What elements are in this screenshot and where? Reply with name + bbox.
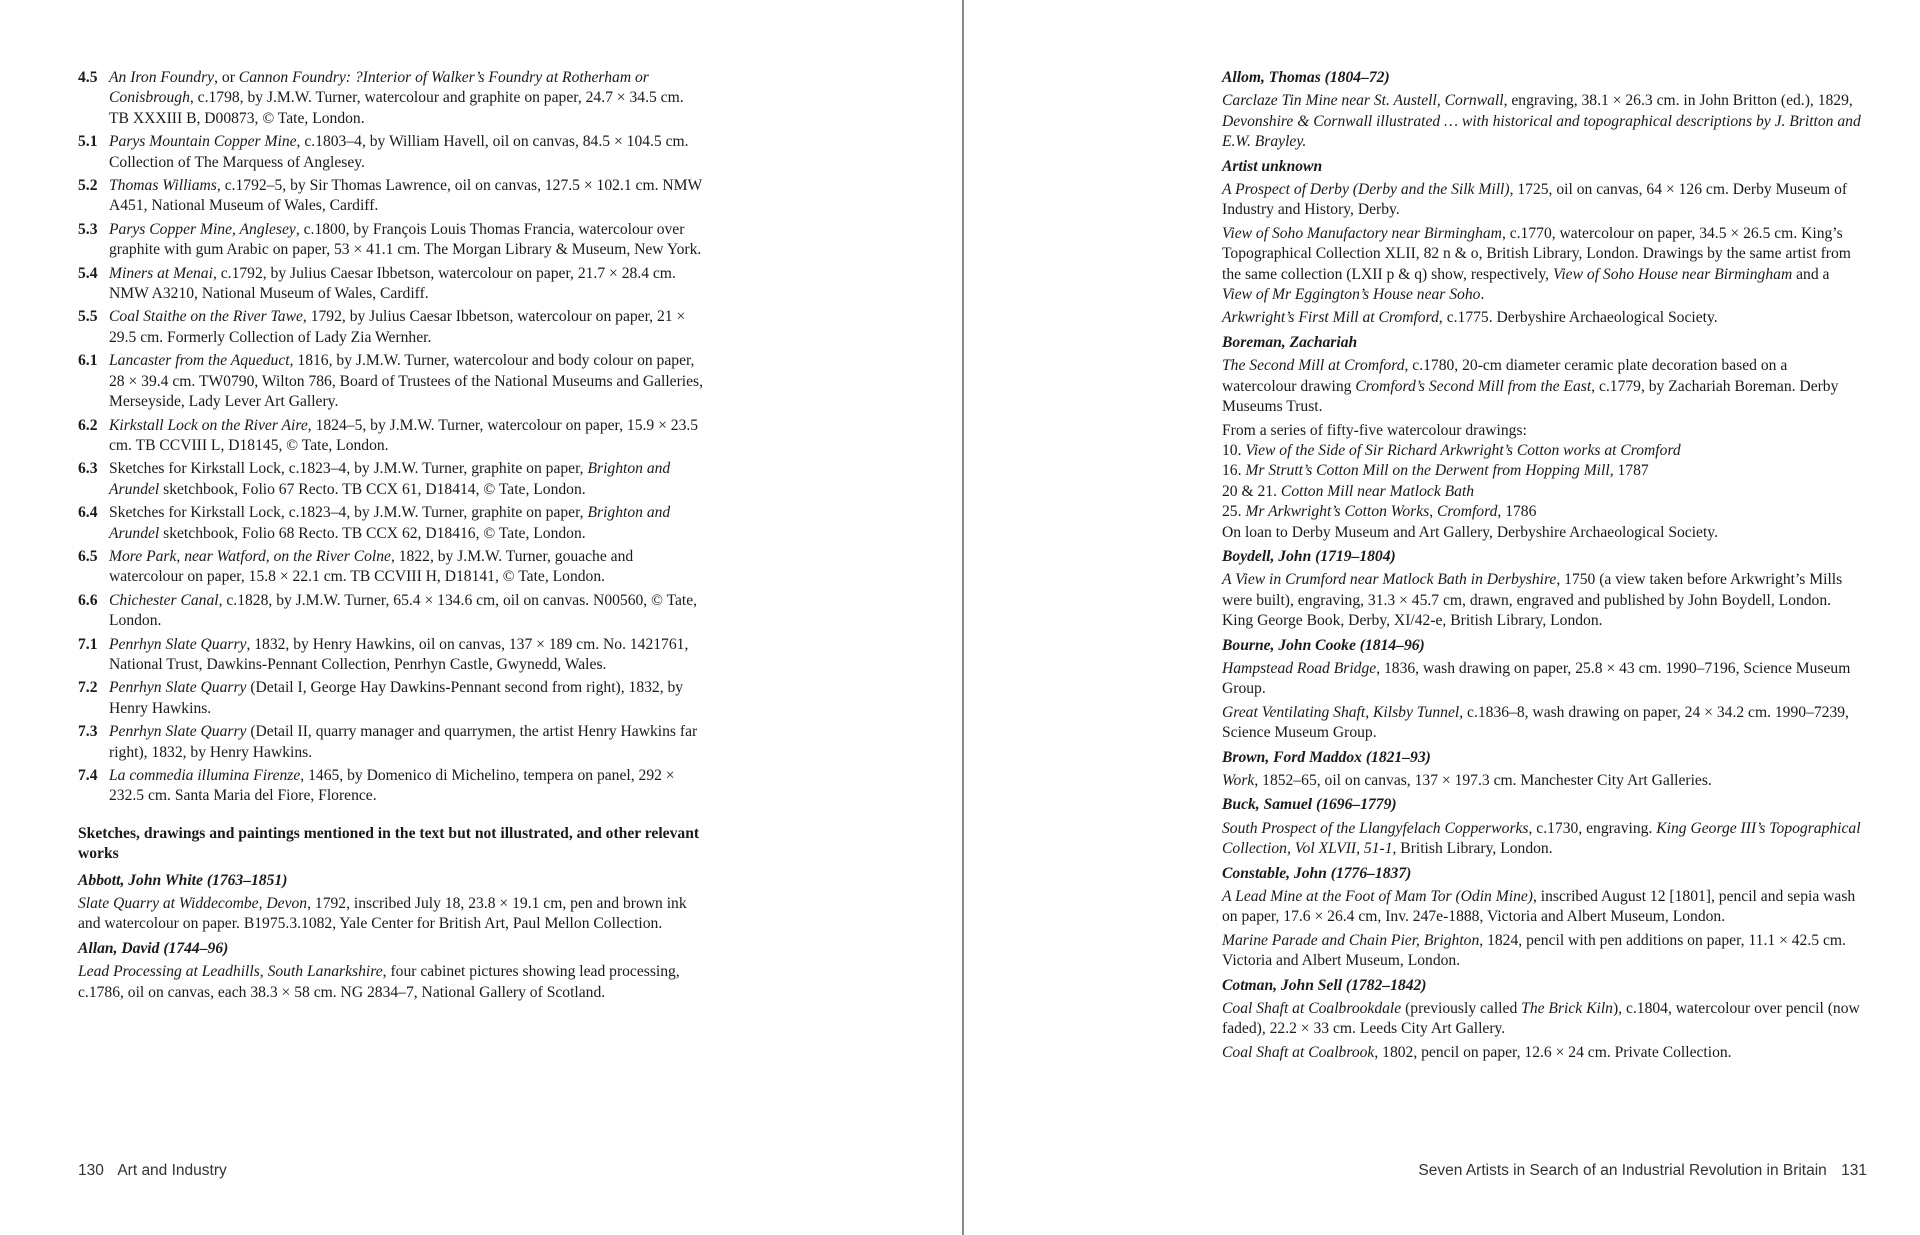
work-details: , British Library, London. bbox=[1392, 840, 1553, 858]
figure-details: , 1832, by Henry Hawkins, oil on canvas, 137 × 189 cm. No. 1421761, National Trust, Dawkins-Pennant Collection, Penrhyn Castle, Gwynedd, Wales. bbox=[109, 635, 689, 673]
work-entry bbox=[1222, 570, 1862, 631]
work-title: The Second Mill at Cromford bbox=[1222, 357, 1405, 375]
work-details: , c.1775. Derbyshire Archaeological Society. bbox=[1438, 309, 1718, 327]
figure-number: 5.2 bbox=[78, 177, 98, 195]
figure-details: , c.1798, by J.M.W. Turner, watercolour and graphite on paper, 24.7 × 34.5 cm. TB XXXIII B, D00873, © Tate, London. bbox=[109, 89, 684, 127]
work-title: Arkwright’s First Mill at Cromford bbox=[1222, 309, 1439, 327]
figure-title: Brighton and Arundel bbox=[109, 460, 671, 498]
figure-details: sketchbook, Folio 68 Recto. TB CCX 62, D18416, © Tate, London. bbox=[159, 524, 586, 542]
artist-name: Bourne, John Cooke (1814–96) bbox=[1222, 636, 1425, 654]
artist-entry bbox=[1222, 547, 1862, 632]
artist-entry bbox=[1222, 333, 1862, 543]
figure-title: Kirkstall Lock on the River Aire bbox=[109, 416, 308, 434]
figure-title: Chichester Canal bbox=[109, 591, 219, 609]
series-item bbox=[1222, 482, 1862, 502]
section-heading: Sketches, drawings and paintings mentioned in the text but not illustrated, and other relevant works bbox=[78, 824, 700, 863]
figure-caption bbox=[78, 635, 704, 676]
artist-entry bbox=[1222, 68, 1862, 153]
work-details: , 1787 bbox=[1609, 462, 1649, 480]
figure-details: (Detail I, George Hay Dawkins-Pennant second from right), 1832, by Henry Hawkins. bbox=[109, 679, 684, 717]
work-title: Mr Strutt’s Cotton Mill on the Derwent from Hopping Mill bbox=[1245, 462, 1610, 480]
figure-details: sketchbook, Folio 67 Recto. TB CCX 61, D18414, © Tate, London. bbox=[159, 480, 586, 498]
series-item bbox=[1222, 441, 1862, 461]
figure-title: Penrhyn Slate Quarry bbox=[109, 723, 247, 741]
artist-name: Boydell, John (1719–1804) bbox=[1222, 547, 1396, 565]
work-title: View of Mr Eggington’s House near Soho bbox=[1222, 286, 1481, 304]
work-details: , four cabinet pictures showing lead processing, c.1786, oil on canvas, each 38.3 × 58 cm. NG 2834–7, National Gallery of Scotland. bbox=[78, 963, 680, 1001]
work-title: A View in Crumford near Matlock Bath in Derbyshire bbox=[1222, 571, 1557, 589]
work-entry bbox=[1222, 91, 1862, 152]
figure-title: Brighton and Arundel bbox=[109, 504, 671, 542]
left-footer bbox=[78, 1162, 227, 1180]
figure-number: 6.1 bbox=[78, 352, 98, 370]
series-number: 25. bbox=[1222, 503, 1246, 521]
figure-caption bbox=[78, 766, 704, 807]
figure-number: 6.5 bbox=[78, 547, 98, 565]
figure-number: 5.4 bbox=[78, 264, 98, 282]
artist-entry bbox=[1222, 748, 1862, 792]
figure-caption bbox=[78, 722, 704, 763]
figure-title: Thomas Williams bbox=[109, 177, 217, 195]
series-number: 16. bbox=[1222, 462, 1246, 480]
series-item bbox=[1222, 502, 1862, 522]
artist-name: Artist unknown bbox=[1222, 157, 1323, 175]
artist-name: Cotman, John Sell (1782–1842) bbox=[1222, 976, 1427, 994]
work-entry bbox=[1222, 887, 1862, 928]
figure-title: Lancaster from the Aqueduct bbox=[109, 352, 290, 370]
figure-caption bbox=[78, 351, 704, 412]
left-column bbox=[78, 68, 704, 1007]
loan-note: On loan to Derby Museum and Art Gallery, Derbyshire Archaeological Society. bbox=[1222, 523, 1718, 541]
figure-title: Coal Staithe on the River Tawe bbox=[109, 308, 303, 326]
work-title: View of Soho House near Birmingham bbox=[1552, 265, 1793, 283]
figure-number: 6.4 bbox=[78, 504, 98, 522]
work-details: , c.1779, by Zachariah Boreman. Derby Museums Trust. bbox=[1222, 377, 1839, 416]
figure-title: Parys Mountain Copper Mine bbox=[109, 133, 297, 151]
figure-details: , 1816, by J.M.W. Turner, watercolour and body colour on paper, 28 × 39.4 cm. TW0790, Wilton 786, Board of Trustees of the National Museums and Galleries, Merseyside, Lady Lever Art Gallery. bbox=[109, 352, 704, 411]
figure-details: , c.1792–5, by Sir Thomas Lawrence, oil on canvas, 127.5 × 102.1 cm. NMW A451, National Museum of Wales, Cardiff. bbox=[109, 177, 702, 215]
work-title: Cotton Mill near Matlock Bath bbox=[1280, 482, 1475, 500]
work-entry bbox=[1222, 931, 1862, 972]
figure-number: 4.5 bbox=[78, 69, 98, 86]
figure-details: , c.1800, by François Louis Thomas Francia, watercolour over graphite with gum Arabic on paper, 53 × 41.1 cm. The Morgan Library & Museum, New York. bbox=[109, 220, 702, 259]
work-details: , 1725, oil on canvas, 64 × 126 cm. Derby Museum of Industry and History, Derby. bbox=[1222, 181, 1848, 219]
work-details: , 1786 bbox=[1497, 503, 1537, 521]
figure-details: , c.1828, by J.M.W. Turner, 65.4 × 134.6 cm, oil on canvas. N00560, © Tate, London. bbox=[109, 591, 698, 630]
figure-number: 7.1 bbox=[78, 635, 98, 653]
figure-caption bbox=[78, 591, 704, 632]
figure-text: Sketches for Kirkstall Lock, c.1823–4, by J.M.W. Turner, graphite on paper, bbox=[109, 460, 588, 478]
work-details: , engraving, 38.1 × 26.3 cm. in John Britton (ed.), 1829, bbox=[1503, 92, 1853, 110]
work-title: Coal Shaft at Coalbrookdale bbox=[1222, 1000, 1402, 1018]
work-title: Work bbox=[1222, 772, 1255, 789]
series-item bbox=[1222, 461, 1862, 481]
artist-name: Constable, John (1776–1837) bbox=[1222, 864, 1412, 882]
work-title: South Prospect of the Llangyfelach Copperworks bbox=[1222, 819, 1529, 837]
figure-title: Penrhyn Slate Quarry bbox=[109, 635, 247, 653]
work-details: , 1792, inscribed July 18, 23.8 × 19.1 cm, pen and brown ink and watercolour on paper. B1975.3.1082, Yale Center for British Art, Paul Mellon Collection. bbox=[78, 895, 687, 933]
work-title: Hampstead Road Bridge bbox=[1222, 659, 1377, 677]
figure-number: 7.3 bbox=[78, 723, 98, 741]
right-page bbox=[964, 0, 1920, 1235]
figure-details: , c.1792, by Julius Caesar Ibbetson, watercolour on paper, 21.7 × 28.4 cm. NMW A3210, National Museum of Wales, Cardiff. bbox=[109, 264, 676, 303]
work-title: View of the Side of Sir Richard Arkwright’s Cotton works at Cromford bbox=[1245, 441, 1681, 459]
work-title: Carclaze Tin Mine near St. Austell, Cornwall bbox=[1222, 92, 1504, 110]
right-footer bbox=[1418, 1162, 1867, 1180]
figure-number: 7.2 bbox=[78, 679, 98, 697]
figure-caption bbox=[78, 503, 704, 544]
work-details: ), c.1804, watercolour over pencil (now faded), 22.2 × 33 cm. Leeds City Art Gallery. bbox=[1222, 1000, 1860, 1038]
work-title: Marine Parade and Chain Pier, Brighton bbox=[1222, 931, 1480, 949]
page-number: 130 bbox=[78, 1162, 104, 1179]
right-column bbox=[1222, 68, 1862, 1067]
work-title: King George III’s Topographical Collection, Vol XLVII, 51-1 bbox=[1222, 819, 1861, 858]
figure-caption bbox=[78, 307, 704, 348]
work-details: , c.1836–8, wash drawing on paper, 24 × 34.2 cm. 1990–7239, Science Museum Group. bbox=[1222, 703, 1849, 742]
work-entry bbox=[1222, 999, 1862, 1040]
work-title: Mr Arkwright’s Cotton Works, Cromford bbox=[1245, 503, 1498, 521]
artist-entry bbox=[1222, 636, 1862, 744]
figure-details: , 1822, by J.M.W. Turner, gouache and watercolour on paper, 15.8 × 22.1 cm. TB CCVIII H, D18141, © Tate, London. bbox=[109, 547, 634, 586]
artist-name: Abbott, John White (1763–1851) bbox=[78, 871, 288, 889]
figure-caption bbox=[78, 264, 704, 305]
work-entry bbox=[1222, 180, 1862, 221]
work-details: , 1836, wash drawing on paper, 25.8 × 43 cm. 1990–7196, Science Museum Group. bbox=[1222, 659, 1851, 698]
figure-caption bbox=[78, 68, 704, 129]
figure-title: More Park, near Watford, on the River Colne bbox=[109, 547, 391, 565]
figure-caption bbox=[78, 220, 704, 261]
work-entry bbox=[1222, 224, 1862, 306]
figure-text: , or bbox=[214, 69, 239, 86]
figure-text: Sketches for Kirkstall Lock, c.1823–4, by J.M.W. Turner, graphite on paper, bbox=[109, 504, 588, 522]
work-title: Lead Processing at Leadhills, South Lanarkshire bbox=[78, 963, 383, 981]
figure-caption bbox=[78, 132, 704, 173]
work-entry bbox=[1222, 659, 1862, 700]
series-number: 20 & 21. bbox=[1222, 482, 1281, 500]
figure-caption bbox=[78, 416, 704, 457]
work-details: , 1824, pencil with pen additions on paper, 11.1 × 42.5 cm. Victoria and Albert Museum, London. bbox=[1222, 931, 1846, 970]
work-details: , c.1780, 20-cm diameter ceramic plate decoration based on a watercolour drawing bbox=[1222, 357, 1788, 395]
page-number: 131 bbox=[1841, 1162, 1867, 1179]
artist-entry bbox=[78, 871, 704, 935]
work-details: (previously called bbox=[1401, 1000, 1522, 1018]
figure-details: (Detail II, quarry manager and quarrymen, the artist Henry Hawkins far right), 1832, by Henry Hawkins. bbox=[109, 723, 698, 761]
work-details: , c.1730, engraving. bbox=[1528, 819, 1657, 837]
artist-entry bbox=[1222, 795, 1862, 859]
work-details: and a bbox=[1792, 265, 1830, 283]
work-details: , 1852–65, oil on canvas, 137 × 197.3 cm. Manchester City Art Galleries. bbox=[1254, 772, 1712, 789]
work-title: Slate Quarry at Widdecombe, Devon bbox=[78, 895, 308, 913]
work-entry bbox=[1222, 308, 1862, 328]
series-number: 10. bbox=[1222, 441, 1246, 459]
work-details: , 1802, pencil on paper, 12.6 × 24 cm. Private Collection. bbox=[1374, 1043, 1732, 1061]
figure-number: 6.6 bbox=[78, 591, 98, 609]
figure-details: , 1792, by Julius Caesar Ibbetson, watercolour on paper, 21 × 29.5 cm. Formerly Collection of Lady Zia Wernher. bbox=[109, 308, 686, 346]
artist-entry bbox=[78, 939, 704, 1003]
artist-entry bbox=[1222, 976, 1862, 1064]
work-details: , c.1770, watercolour on paper, 34.5 × 26.5 cm. King’s Topographical Collection XLII, 82 n & o, British Library, London. Drawings by the same artist from the same collection (LXII p & q) show, respectively, bbox=[1222, 224, 1851, 283]
artist-entry bbox=[1222, 864, 1862, 972]
work-title: A Prospect of Derby (Derby and the Silk Mill) bbox=[1222, 181, 1510, 199]
work-entry bbox=[78, 962, 704, 1003]
work-details: , 1750 (a view taken before Arkwright’s Mills were built), engraving, 31.3 × 45.7 cm, drawn, engraved and published by John Boydell, London. King George Book, Derby, XI/42-e, British Library, London. bbox=[1222, 571, 1843, 630]
figure-title: Parys Copper Mine, Anglesey bbox=[109, 220, 296, 238]
work-title: A Lead Mine at the Foot of Mam Tor (Odin Mine) bbox=[1222, 888, 1533, 906]
figure-title: An Iron Foundry bbox=[109, 69, 215, 86]
work-title: Coal Shaft at Coalbrook bbox=[1222, 1043, 1375, 1061]
work-entry bbox=[1222, 356, 1862, 417]
artist-name: Allan, David (1744–96) bbox=[78, 939, 229, 957]
figure-caption bbox=[78, 547, 704, 588]
work-title: The Brick Kiln bbox=[1521, 1000, 1613, 1018]
artist-name: Boreman, Zachariah bbox=[1222, 333, 1358, 351]
artist-name: Allom, Thomas (1804–72) bbox=[1222, 69, 1390, 86]
running-title: Seven Artists in Search of an Industrial Revolution in Britain bbox=[1418, 1162, 1827, 1179]
figure-number: 5.5 bbox=[78, 308, 98, 326]
work-title: View of Soho Manufactory near Birmingham bbox=[1222, 224, 1502, 242]
figure-caption bbox=[78, 176, 704, 217]
work-entry bbox=[1222, 1043, 1862, 1063]
work-details: . bbox=[1480, 286, 1485, 304]
figure-details: , c.1803–4, by William Havell, oil on canvas, 84.5 × 104.5 cm. Collection of The Marquess of Anglesey. bbox=[109, 133, 689, 171]
work-entry bbox=[1222, 819, 1862, 860]
work-title: Cromford’s Second Mill from the East bbox=[1355, 377, 1592, 395]
figure-caption bbox=[78, 678, 704, 719]
figure-caption bbox=[78, 459, 704, 500]
figure-number: 5.3 bbox=[78, 220, 98, 238]
figure-details: , 1824–5, by J.M.W. Turner, watercolour on paper, 15.9 × 23.5 cm. TB CCVIII L, D18145, © Tate, London. bbox=[109, 416, 699, 454]
work-title: Devonshire & Cornwall illustrated … with historical and topographical descriptions by J. Britton and E.W. Brayley. bbox=[1222, 112, 1861, 151]
artist-name: Brown, Ford Maddox (1821–93) bbox=[1222, 748, 1431, 766]
running-title: Art and Industry bbox=[117, 1162, 227, 1179]
figure-number: 5.1 bbox=[78, 133, 98, 151]
series-list bbox=[1222, 421, 1862, 543]
figure-number: 7.4 bbox=[78, 767, 98, 784]
work-details: , inscribed August 12 [1801], pencil and sepia wash on paper, 17.6 × 26.4 cm, Inv. 247e-1888, Victoria and Albert Museum, London. bbox=[1222, 888, 1856, 926]
figure-number: 6.2 bbox=[78, 416, 98, 434]
figure-title: Penrhyn Slate Quarry bbox=[109, 679, 247, 697]
work-entry bbox=[78, 894, 704, 935]
figure-title: La commedia illumina Firenze bbox=[109, 767, 301, 784]
series-intro: From a series of fifty-five watercolour drawings: bbox=[1222, 421, 1527, 439]
figure-details: , 1465, by Domenico di Michelino, tempera on panel, 292 × 232.5 cm. Santa Maria del Fiore, Florence. bbox=[109, 767, 675, 805]
work-entry bbox=[1222, 771, 1862, 791]
figure-title: Cannon Foundry: ?Interior of Walker’s Foundry at Rotherham or Conisbrough bbox=[109, 69, 649, 107]
artist-entry bbox=[1222, 157, 1862, 329]
figure-title: Miners at Menai bbox=[109, 264, 213, 282]
artist-name: Buck, Samuel (1696–1779) bbox=[1222, 796, 1397, 814]
work-title: Great Ventilating Shaft, Kilsby Tunnel bbox=[1222, 703, 1460, 721]
work-entry bbox=[1222, 703, 1862, 744]
figure-number: 6.3 bbox=[78, 460, 98, 478]
